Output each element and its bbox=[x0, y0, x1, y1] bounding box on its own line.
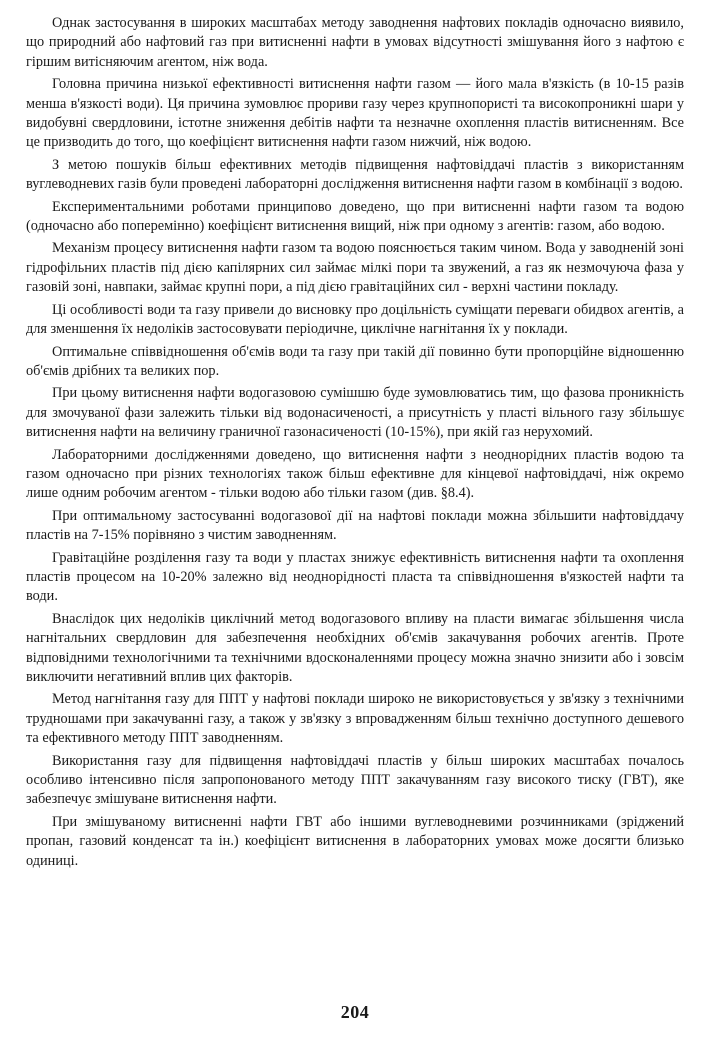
paragraph-3: З метою пошуків більш ефективних методів підвищення нафтовіддачі пластів з використанням вуглеводневих газів були проведені лабораторні дослідження витиснення нафти газом в комбінації з водою. bbox=[26, 156, 684, 193]
paragraph-4: Експериментальними роботами принципово доведено, що при витисненні нафти газом та водою (одночасно або поперемінно) коефіцієнт витиснення вищий, ніж при одному з агентів: газом, або водою. bbox=[26, 198, 684, 235]
paragraph-7: Оптимальне співвідношення об'ємів води та газу при такій дії повинно бути пропорційне відношенню об'ємів дрібних та великих пор. bbox=[26, 343, 684, 379]
paragraph-9: Лабораторними дослідженнями доведено, що витиснення нафти з неоднорідних пластів водою та газом одночасно при різних технологіях також більш ефективне для кінцевої нафтовіддачі, ніж окремо лише одним робочим агентом - тільки водою або тільки газом (див. §8.4). bbox=[26, 446, 684, 502]
paragraph-5: Механізм процесу витиснення нафти газом та водою пояснюється таким чином. Вода у заводненій зоні гідрофільних пластів під дією капілярних сил займає мілкі пори та звужений, а газ як незмочуюча фаза у газовій зоні, навпаки, займає крупні пори, а під дією гравітаційних сил - верхні частини покладу. bbox=[26, 240, 684, 296]
paragraph-1: Однак застосування в широких масштабах методу заводнення нафтових покладів одночасно виявило, що природний або нафтовий газ при витисненні нафти в умовах відсутності змішування його з нафтою є гіршим витісняючим агентом, ніж вода. bbox=[26, 15, 684, 70]
document-page bbox=[26, 14, 684, 1034]
paragraph-11: Гравітаційне розділення газу та води у пластах знижує ефективність витиснення нафти та охоплення пластів процесом на 10-20% залежно від неоднорідності пласта та співвідношення в'язкостей нафти та води. bbox=[26, 549, 684, 605]
paragraph-13: Метод нагнітання газу для ППТ у нафтові поклади широко не використовується у зв'язку з технічними трудношами при закачуванні газу, а також у зв'язку з впровадженням більш технічно доступного дешевого та ефективного методу ППТ заводненням. bbox=[26, 691, 684, 747]
paragraph-2: Головна причина низької ефективності витиснення нафти газом — його мала в'язкість (в 10-15 разів менша в'язкості води). Ця причина зумовлює прориви газу через крупнопористі та високопроникні шари у видобувні свердловини, істотне зниження дебітів нафти та незначне охоплення пластів витисненням. Все це призводить до того, що коефіцієнт витиснення нафти газом нижчий, ніж водою. bbox=[26, 76, 684, 151]
paragraph-8: При цьому витиснення нафти водогазовою сумішшю буде зумовлюватись тим, що фазова проникність для змочуваної фази залежить тільки від водонасиченості, а присутність у пласті вільного газу збільшує витиснення нафти на величину граничної газонасиченості (10-15%), при якій газ нерухомий. bbox=[26, 385, 684, 441]
paragraph-12: Внаслідок цих недоліків циклічний метод водогазового впливу на пласти вимагає збільшення числа нагнітальних свердловин для забезпечення необхідних об'ємів закачування робочих агентів. Проте відповідними технологічними та технічними вдосконаленнями процесу можна значно знизити або і зовсім виключити негативний вплив цих факторів. bbox=[26, 610, 684, 685]
page-number: 204 bbox=[340, 1002, 370, 1022]
paragraph-14: Використання газу для підвищення нафтовіддачі пластів у більш широких масштабах почалось особливо інтенсивно після запропонованого методу ППТ закачуванням газу високого тиску (ГВТ), яке забезпечує змішуване витиснення нафти. bbox=[26, 752, 684, 808]
paragraph-15: При змішуваному витисненні нафти ГВТ або іншими вуглеводневими розчинниками (зріджений пропан, газовий конденсат та ін.) коефіцієнт витиснення в лабораторних умовах може досягти близько одиниці. bbox=[26, 813, 684, 869]
paragraph-6: Ці особливості води та газу привели до висновку про доцільність суміщати переваги обидвох агентів, а для зменшення їх недоліків застосовувати періодичне, циклічне нагнітання їх у поклади. bbox=[26, 301, 684, 338]
body-text bbox=[26, 14, 684, 871]
paragraph-10: При оптимальному застосуванні водогазової дії на нафтові поклади можна збільшити нафтовіддачу пластів на 7-15% порівняно з чистим заводненням. bbox=[26, 507, 684, 544]
